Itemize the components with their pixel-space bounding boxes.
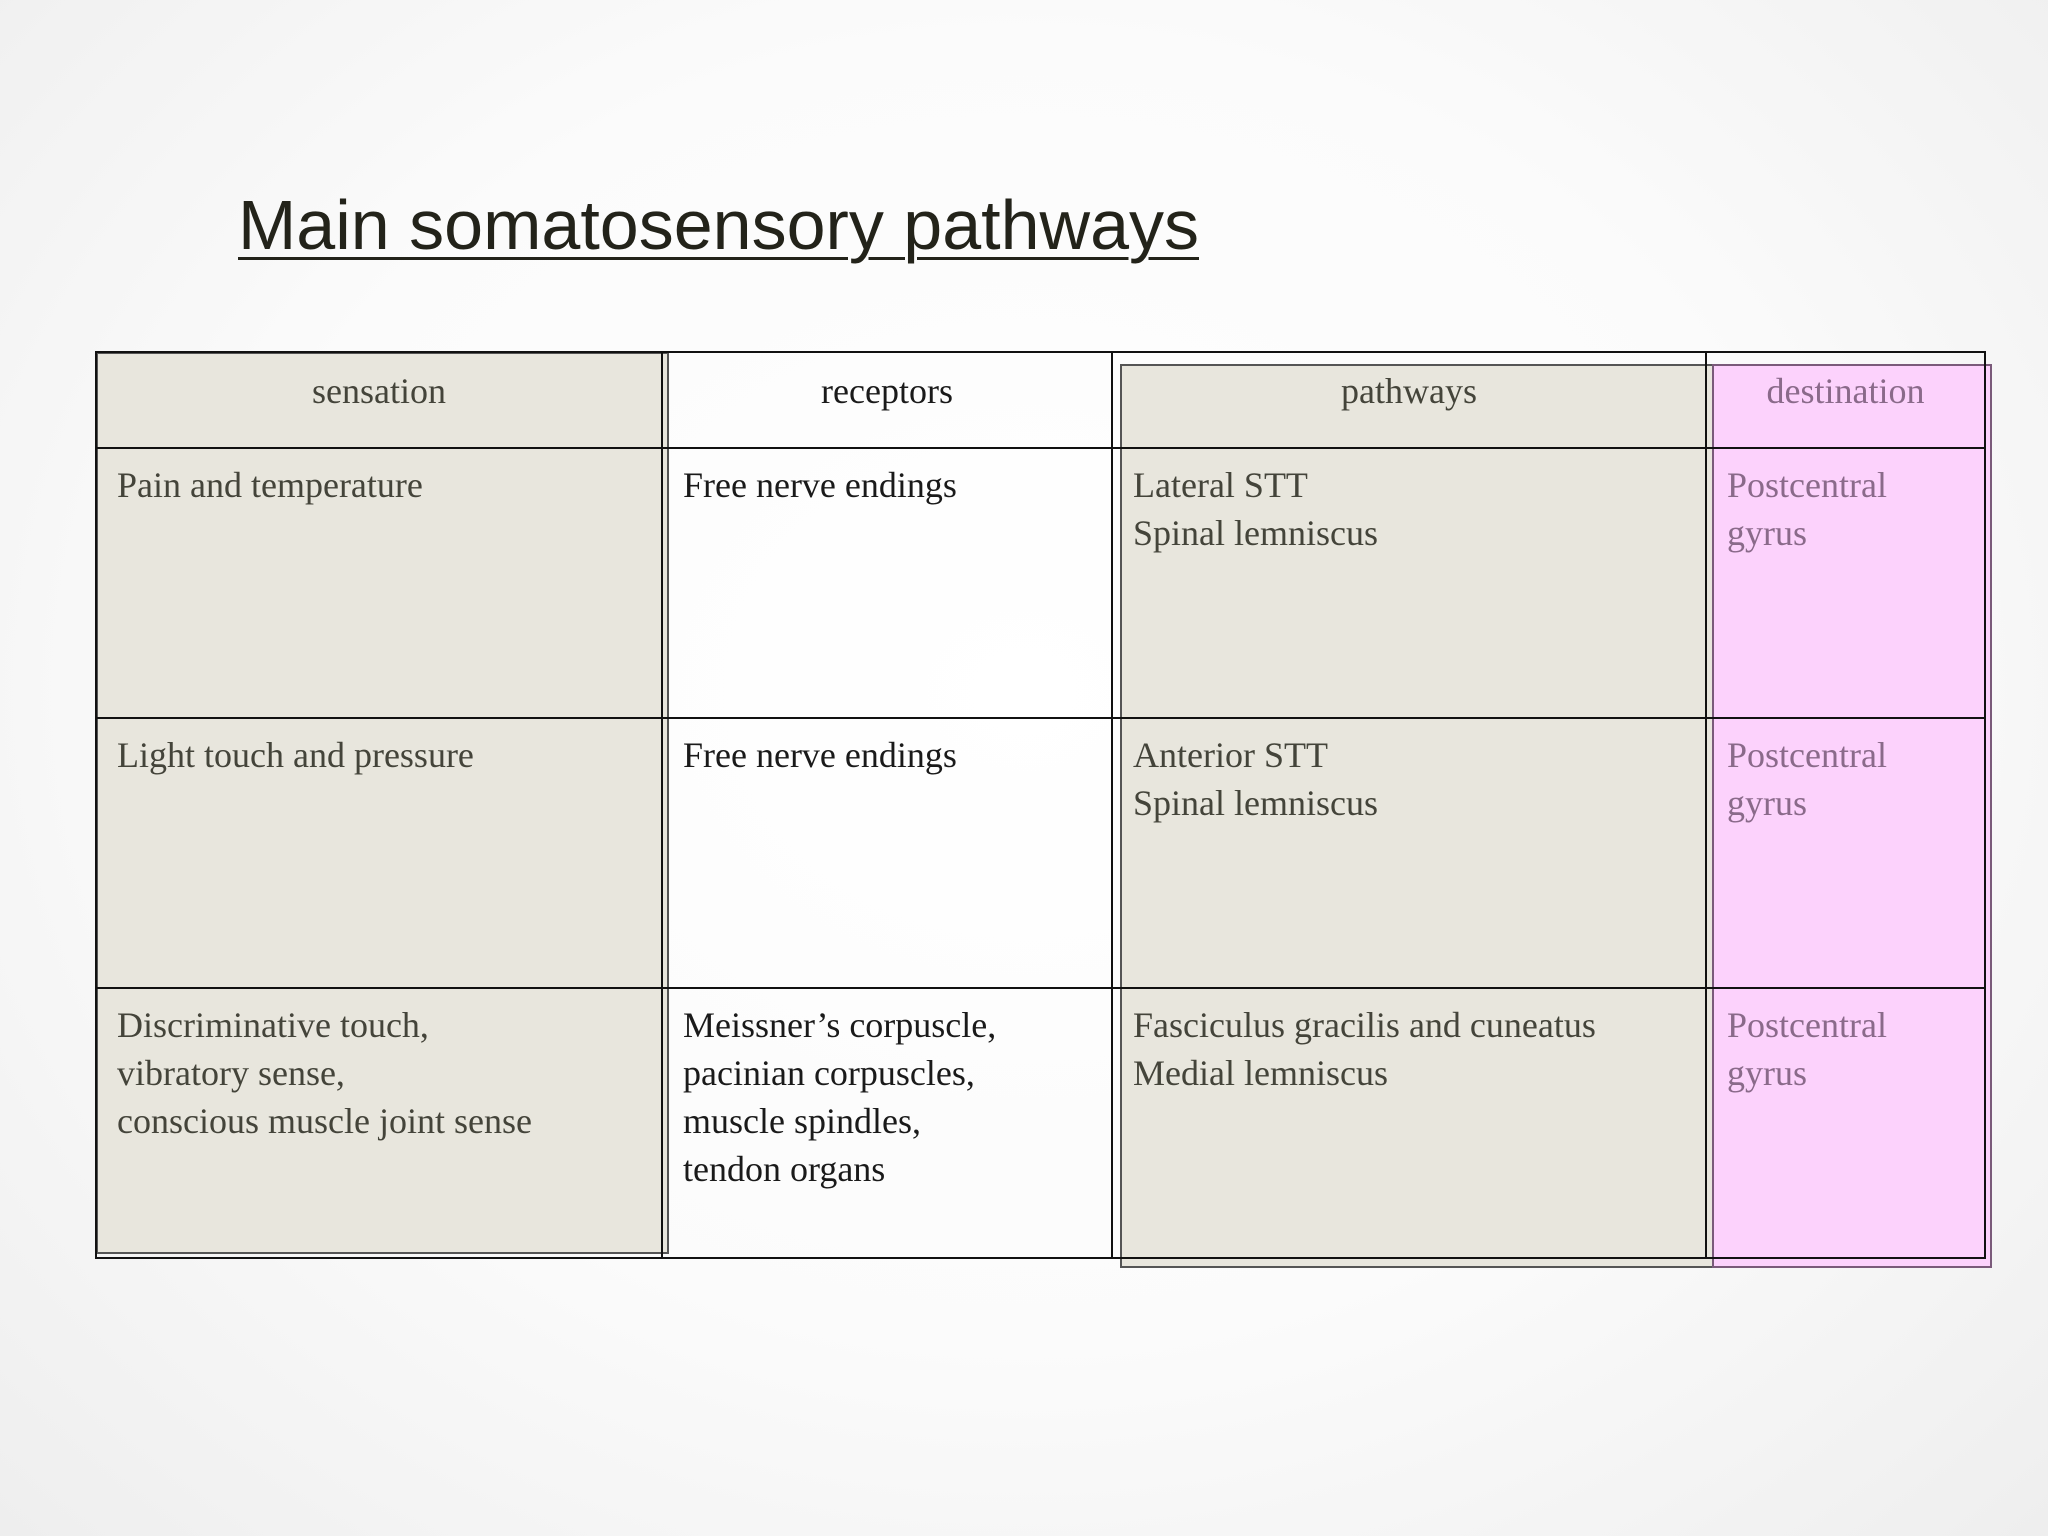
slide-title: Main somatosensory pathways [238, 186, 1199, 264]
cell-line: Fasciculus gracilis and cuneatus [1133, 1005, 1596, 1045]
cell-line: conscious muscle joint sense [117, 1101, 532, 1141]
cell-line: Postcentral [1727, 465, 1887, 505]
cell-destination [1706, 448, 1985, 718]
cell-line: Postcentral [1727, 1005, 1887, 1045]
header-sensation: sensation [96, 352, 662, 448]
cell-line: Meissner’s corpuscle, [683, 1005, 997, 1045]
cell-pathways [1112, 988, 1706, 1258]
cell-sensation [96, 718, 662, 988]
cell-line: Discriminative touch, [117, 1005, 429, 1045]
cell-destination [1706, 988, 1985, 1258]
cell-line: Spinal lemniscus [1133, 783, 1378, 823]
table-row [96, 718, 1985, 988]
cell-line: Anterior STT [1133, 735, 1328, 775]
cell-pathways [1112, 448, 1706, 718]
cell-line: Lateral STT [1133, 465, 1308, 505]
cell-line: tendon organs [683, 1149, 886, 1189]
somatosensory-pathways-table [95, 351, 1986, 1259]
cell-receptors [662, 988, 1112, 1258]
header-pathways: pathways [1112, 352, 1706, 448]
cell-line: vibratory sense, [117, 1053, 345, 1093]
cell-destination [1706, 718, 1985, 988]
cell-line: Pain and temperature [117, 465, 423, 505]
cell-line: Light touch and pressure [117, 735, 474, 775]
cell-sensation [96, 448, 662, 718]
cell-receptors [662, 448, 1112, 718]
cell-line: Spinal lemniscus [1133, 513, 1378, 553]
cell-line: Medial lemniscus [1133, 1053, 1388, 1093]
cell-line: gyrus [1727, 1053, 1807, 1093]
cell-sensation [96, 988, 662, 1258]
cell-line: Free nerve endings [683, 735, 957, 775]
cell-line: muscle spindles, [683, 1101, 921, 1141]
cell-line: pacinian corpuscles, [683, 1053, 975, 1093]
table-row [96, 448, 1985, 718]
cell-line: Postcentral [1727, 735, 1887, 775]
table-row [96, 988, 1985, 1258]
header-receptors: receptors [662, 352, 1112, 448]
header-destination: destination [1706, 352, 1985, 448]
cell-receptors [662, 718, 1112, 988]
cell-line: Free nerve endings [683, 465, 957, 505]
table-header-row [96, 352, 1985, 448]
cell-line: gyrus [1727, 783, 1807, 823]
cell-line: gyrus [1727, 513, 1807, 553]
cell-pathways [1112, 718, 1706, 988]
